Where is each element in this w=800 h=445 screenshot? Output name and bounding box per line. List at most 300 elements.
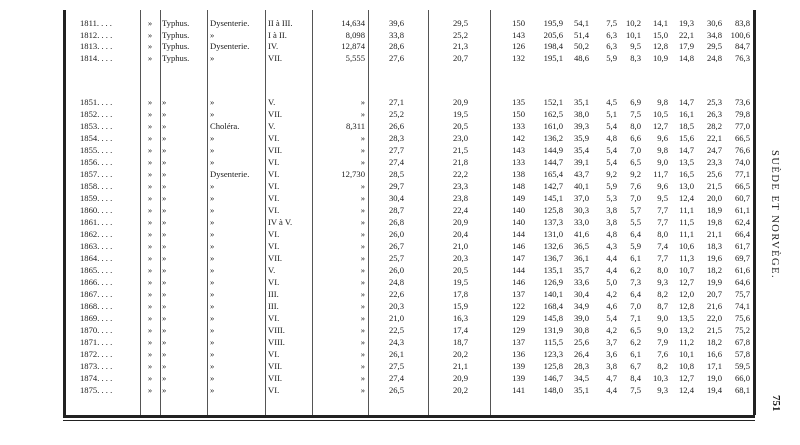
table-cell: 1871. . . .	[80, 337, 113, 347]
table-cell: 18,3	[706, 241, 722, 251]
table-cell: »	[147, 349, 153, 359]
table-cell: 1875. . . .	[80, 385, 113, 395]
table-cell: »	[210, 109, 215, 119]
table-cell: 23,8	[452, 193, 468, 203]
table-cell: »	[162, 217, 167, 227]
table-cell: 125,8	[543, 205, 563, 215]
table-cell: 21,3	[452, 41, 468, 51]
table-cell: »	[360, 265, 365, 275]
table-cell: 11,3	[679, 253, 694, 263]
table-cell: »	[147, 385, 153, 395]
table-cell: 7,7	[657, 217, 668, 227]
table-cell: 9,5	[630, 41, 641, 51]
table-cell: 7,5	[630, 385, 641, 395]
table-cell: »	[210, 229, 215, 239]
table-cell: 14,634	[341, 18, 365, 28]
table-cell: 4,2	[606, 325, 617, 335]
table-cell: Dysenterie.	[210, 18, 250, 28]
table-cell: »	[162, 121, 167, 131]
table-cell: 137	[512, 337, 525, 347]
table-cell: Dysenterie.	[210, 41, 250, 51]
table-cell: 8,0	[630, 121, 641, 131]
table-row	[0, 337, 760, 347]
table-cell: 5,9	[630, 241, 641, 251]
table-cell: 17,8	[452, 289, 468, 299]
table-cell: 30,6	[706, 18, 722, 28]
table-cell: 25,2	[388, 109, 404, 119]
table-cell: 142	[512, 133, 525, 143]
table-cell: 7,0	[630, 301, 641, 311]
table-cell: 21,5	[706, 181, 722, 191]
table-cell: 26,8	[388, 217, 404, 227]
table-cell: 19,0	[706, 373, 722, 383]
table-cell: 33,0	[573, 217, 589, 227]
table-cell: 20,2	[452, 349, 468, 359]
table-cell: V.	[268, 265, 276, 275]
table-cell: 21,0	[452, 241, 468, 251]
table-cell: VI.	[268, 157, 280, 167]
table-cell: 9,3	[657, 385, 668, 395]
table-cell: 1873. . . .	[80, 361, 113, 371]
table-cell: 165,4	[543, 169, 563, 179]
table-cell: »	[162, 349, 167, 359]
table-cell: 27,5	[388, 361, 404, 371]
table-cell: 10,9	[652, 52, 668, 63]
table-cell: »	[162, 229, 167, 239]
table-cell: »	[162, 109, 167, 119]
table-cell: 4,6	[606, 301, 617, 311]
table-cell: »	[162, 205, 167, 215]
table-cell: 9,3	[657, 277, 668, 287]
table-cell: 16,3	[452, 313, 468, 323]
table-cell: 19,5	[452, 277, 468, 287]
table-cell: 141	[512, 385, 525, 395]
table-cell: 138	[512, 169, 525, 179]
table-cell: 1811. . . .	[80, 18, 112, 28]
table-cell: 1860. . . .	[80, 205, 113, 215]
table-cell: 25,7	[388, 253, 404, 263]
table-cell: 132,6	[543, 241, 563, 251]
table-cell: 168,4	[543, 301, 563, 311]
table-cell: 39,6	[388, 18, 404, 28]
table-cell: 11,1	[679, 229, 694, 239]
table-row	[0, 193, 760, 203]
table-cell: 1855. . . .	[80, 145, 113, 155]
table-cell: 36,5	[573, 241, 589, 251]
table-cell: 16,1	[678, 109, 694, 119]
table-cell: 23,0	[452, 133, 468, 143]
table-cell: 1872. . . .	[80, 349, 113, 359]
table-row	[0, 97, 760, 107]
table-row	[0, 133, 760, 143]
table-cell: »	[147, 121, 153, 131]
table-row	[0, 205, 760, 215]
table-cell: Dysenterie.	[210, 169, 250, 179]
table-cell: 6,6	[630, 133, 641, 143]
table-cell: 9,0	[657, 313, 668, 323]
table-cell: IV à V.	[268, 217, 293, 227]
table-cell: 12,8	[652, 41, 668, 51]
table-cell: Typhus.	[162, 41, 190, 51]
table-cell: 5,555	[345, 52, 365, 63]
table-cell: VI.	[268, 349, 280, 359]
table-cell: »	[162, 325, 167, 335]
table-cell: 6,3	[606, 29, 617, 40]
table-cell: 1813. . . .	[80, 41, 113, 51]
table-cell: 7,5	[630, 109, 641, 119]
table-cell: 10,6	[678, 241, 694, 251]
table-cell: 7,7	[657, 205, 668, 215]
table-cell: 140	[512, 217, 525, 227]
table-row	[0, 109, 760, 119]
table-cell: 140,1	[543, 289, 563, 299]
table-cell: »	[147, 181, 153, 191]
table-cell: 20,0	[706, 193, 722, 203]
table-cell: 139	[512, 373, 525, 383]
table-cell: 132	[512, 52, 525, 63]
table-cell: 68,1	[734, 385, 750, 395]
table-cell: 28,3	[388, 133, 404, 143]
table-cell: 4,8	[606, 229, 617, 239]
table-cell: 27,4	[388, 157, 404, 167]
table-cell: VII.	[268, 52, 283, 63]
table-row	[0, 217, 760, 227]
table-cell: 142,7	[543, 181, 563, 191]
table-cell: 11,2	[679, 337, 694, 347]
table-cell: 83,8	[734, 18, 750, 28]
table-cell: 15,9	[452, 301, 468, 311]
table-cell: 125,8	[543, 361, 563, 371]
table-row	[0, 41, 760, 51]
table-cell: Choléra.	[210, 121, 240, 131]
table-cell: 146,7	[543, 373, 563, 383]
table-cell: 123,3	[543, 349, 563, 359]
table-cell: 144	[512, 265, 525, 275]
table-cell: 20,3	[388, 301, 404, 311]
table-cell: 5,5	[630, 217, 641, 227]
table-cell: »	[360, 325, 365, 335]
table-cell: 41,6	[573, 229, 589, 239]
table-cell: »	[162, 169, 167, 179]
table-row	[0, 325, 760, 335]
table-cell: 29,5	[706, 41, 722, 51]
table-cell: 12,0	[678, 289, 694, 299]
table-cell: 4,4	[606, 265, 617, 275]
table-cell: 11,5	[679, 217, 694, 227]
table-cell: »	[210, 301, 215, 311]
table-cell: 140	[512, 205, 525, 215]
table-cell: 66,5	[734, 181, 750, 191]
table-cell: »	[147, 313, 153, 323]
table-cell: 150	[512, 109, 525, 119]
table-cell: III.	[268, 301, 279, 311]
table-row	[0, 229, 760, 239]
table-cell: 126	[512, 41, 525, 51]
table-cell: 20,3	[452, 253, 468, 263]
table-cell: 148	[512, 181, 525, 191]
table-cell: 59,5	[734, 361, 750, 371]
table-cell: 22,0	[706, 313, 722, 323]
table-cell: 19,3	[678, 18, 694, 28]
table-cell: »	[162, 313, 167, 323]
table-cell: »	[147, 193, 153, 203]
table-cell: »	[162, 265, 167, 275]
table-cell: »	[360, 289, 365, 299]
table-cell: 4,4	[606, 385, 617, 395]
table-cell: 136	[512, 349, 525, 359]
table-cell: »	[147, 133, 153, 143]
table-cell: 12,7	[678, 373, 694, 383]
table-cell: 29,5	[452, 18, 468, 28]
table-cell: 34,8	[706, 29, 722, 40]
table-cell: »	[210, 253, 215, 263]
table-cell: 122	[512, 301, 525, 311]
table-cell: 9,8	[657, 145, 668, 155]
table-cell: »	[147, 109, 153, 119]
table-cell: 115,5	[543, 337, 563, 347]
table-cell: 51,4	[573, 29, 589, 40]
table-row	[0, 349, 760, 359]
table-cell: 20,7	[452, 52, 468, 63]
table-cell: 6,2	[630, 337, 641, 347]
table-row	[0, 301, 760, 311]
table-cell: 40,1	[573, 181, 589, 191]
table-cell: 1861. . . .	[80, 217, 113, 227]
table-cell: 6,5	[630, 325, 641, 335]
table-cell: 3,8	[606, 361, 617, 371]
table-cell: »	[147, 52, 153, 63]
table-cell: »	[162, 361, 167, 371]
table-cell: »	[147, 205, 153, 215]
table-cell: 135	[512, 97, 525, 107]
table-cell: 143	[512, 145, 525, 155]
table-cell: 198,4	[543, 41, 563, 51]
table-cell: 9,8	[657, 97, 668, 107]
table-cell: 25,2	[452, 29, 468, 40]
table-row	[0, 157, 760, 167]
table-cell: 39,1	[573, 157, 589, 167]
table-cell: »	[162, 385, 167, 395]
table-cell: 39,0	[573, 313, 589, 323]
table-cell: »	[210, 193, 215, 203]
table-cell: 10,1	[678, 349, 694, 359]
table-cell: 10,5	[652, 109, 668, 119]
table-cell: 20,9	[452, 373, 468, 383]
table-cell: 75,2	[734, 325, 750, 335]
table-cell: 7,0	[630, 145, 641, 155]
table-cell: VII.	[268, 361, 283, 371]
table-cell: 9,5	[657, 193, 668, 203]
table-cell: »	[162, 373, 167, 383]
table-cell: 1854. . . .	[80, 133, 113, 143]
table-cell: »	[147, 253, 153, 263]
table-cell: »	[162, 337, 167, 347]
table-cell: 74,0	[734, 157, 750, 167]
table-cell: 18,2	[706, 265, 722, 275]
table-cell: 15,6	[678, 133, 694, 143]
table-cell: 24,8	[388, 277, 404, 287]
table-cell: 1874. . . .	[80, 373, 113, 383]
table-cell: »	[360, 229, 365, 239]
table-cell: 18,9	[706, 205, 722, 215]
table-cell: 1856. . . .	[80, 157, 113, 167]
table-cell: 14,1	[652, 18, 668, 28]
table-cell: 1814. . . .	[80, 52, 113, 63]
table-cell: 5,4	[606, 145, 617, 155]
table-cell: 50,2	[573, 41, 589, 51]
table-cell: 5,4	[606, 121, 617, 131]
table-cell: 146	[512, 277, 525, 287]
table-row	[0, 289, 760, 299]
table-cell: 25,6	[573, 337, 589, 347]
table-cell: 8,4	[630, 373, 641, 383]
table-cell: »	[210, 157, 215, 167]
table-cell: 76,3	[734, 52, 750, 63]
table-cell: 145,8	[543, 313, 563, 323]
table-cell: 25,6	[706, 169, 722, 179]
table-cell: 27,6	[388, 52, 404, 63]
table-cell: 8,0	[657, 229, 668, 239]
table-cell: 1868. . . .	[80, 301, 113, 311]
bottom-rule-thin	[63, 420, 755, 421]
table-cell: 129	[512, 325, 525, 335]
table-cell: »	[162, 97, 167, 107]
table-cell: VI.	[268, 169, 280, 179]
table-cell: 36,1	[573, 253, 589, 263]
table-cell: »	[360, 241, 365, 251]
table-cell: 162,5	[543, 109, 563, 119]
table-cell: »	[360, 145, 365, 155]
table-cell: 64,6	[734, 277, 750, 287]
table-cell: 7,5	[606, 18, 617, 28]
table-cell: 21,0	[388, 313, 404, 323]
table-cell: 148,0	[543, 385, 563, 395]
table-cell: 12,8	[678, 301, 694, 311]
table-cell: »	[147, 18, 153, 28]
table-cell: 13,2	[678, 325, 694, 335]
table-cell: 144,9	[543, 145, 563, 155]
table-cell: 7,9	[657, 337, 668, 347]
table-cell: 6,9	[630, 97, 641, 107]
table-cell: 24,7	[706, 145, 722, 155]
table-cell: 147	[512, 253, 525, 263]
table-cell: 30,8	[573, 325, 589, 335]
table-cell: »	[162, 301, 167, 311]
table-cell: »	[210, 313, 215, 323]
table-cell: 10,2	[625, 18, 641, 28]
table-cell: I à II.	[268, 29, 287, 40]
table-cell: 20,2	[452, 385, 468, 395]
table-cell: 22,2	[452, 169, 468, 179]
table-cell: 66,0	[734, 373, 750, 383]
table-cell: 8,311	[345, 121, 365, 131]
table-row	[0, 277, 760, 287]
table-cell: »	[147, 97, 153, 107]
table-cell: »	[147, 217, 153, 227]
table-cell: 21,1	[452, 361, 468, 371]
table-cell: 19,4	[706, 385, 722, 395]
table-cell: 22,5	[388, 325, 404, 335]
table-cell: »	[360, 109, 365, 119]
table-cell: 61,6	[734, 265, 750, 275]
table-cell: »	[162, 133, 167, 143]
table-cell: 139	[512, 361, 525, 371]
table-cell: 8,2	[657, 361, 668, 371]
table-cell: 6,5	[630, 157, 641, 167]
table-cell: 13,5	[678, 157, 694, 167]
table-cell: IV.	[268, 41, 279, 51]
table-cell: 144	[512, 229, 525, 239]
table-cell: 152,1	[543, 97, 563, 107]
table-cell: 20,5	[452, 265, 468, 275]
table-cell: V.	[268, 121, 276, 131]
table-cell: 33,6	[573, 277, 589, 287]
table-cell: 69,7	[734, 253, 750, 263]
table-cell: VI.	[268, 313, 280, 323]
table-cell: 3,6	[606, 349, 617, 359]
table-cell: »	[210, 241, 215, 251]
table-cell: »	[360, 301, 365, 311]
table-cell: 30,3	[573, 205, 589, 215]
table-cell: 6,4	[630, 289, 641, 299]
table-cell: Typhus.	[162, 52, 190, 63]
table-row	[0, 121, 760, 131]
table-cell: 7,1	[630, 313, 641, 323]
table-row	[0, 18, 760, 28]
table-cell: 7,6	[657, 349, 668, 359]
table-cell: 1857. . . .	[80, 169, 113, 179]
table-cell: 195,1	[543, 52, 563, 63]
table-cell: »	[360, 133, 365, 143]
table-cell: 11,1	[679, 205, 694, 215]
table-cell: 21,8	[452, 157, 468, 167]
table-cell: 1864. . . .	[80, 253, 113, 263]
table-cell: 26,1	[388, 349, 404, 359]
table-cell: II à III.	[268, 18, 293, 28]
table-cell: »	[360, 193, 365, 203]
table-cell: 1851. . . .	[80, 97, 113, 107]
table-cell: 22,1	[706, 133, 722, 143]
table-cell: »	[162, 181, 167, 191]
table-cell: VII.	[268, 109, 283, 119]
table-cell: 15,0	[652, 29, 668, 40]
table-cell: 4,5	[606, 97, 617, 107]
table-cell: 25,3	[706, 97, 722, 107]
table-cell: 19,5	[452, 109, 468, 119]
table-cell: 3,8	[606, 205, 617, 215]
table-row	[0, 53, 760, 63]
table-row	[0, 361, 760, 371]
table-cell: 9,6	[657, 133, 668, 143]
table-cell: 21,6	[706, 301, 722, 311]
table-cell: 6,2	[630, 265, 641, 275]
table-cell: 8,3	[630, 52, 641, 63]
table-cell: »	[210, 337, 215, 347]
table-cell: 84,7	[734, 41, 750, 51]
table-cell: »	[210, 133, 215, 143]
table-cell: 8,0	[657, 265, 668, 275]
table-row	[0, 169, 760, 179]
table-cell: 5,9	[606, 181, 617, 191]
table-cell: »	[210, 361, 215, 371]
table-cell: 12,7	[652, 121, 668, 131]
table-cell: »	[210, 373, 215, 383]
table-cell: 57,8	[734, 349, 750, 359]
table-cell: 61,1	[734, 205, 750, 215]
table-cell: 17,4	[452, 325, 468, 335]
table-cell: 7,3	[630, 277, 641, 287]
table-cell: 5,1	[606, 109, 617, 119]
